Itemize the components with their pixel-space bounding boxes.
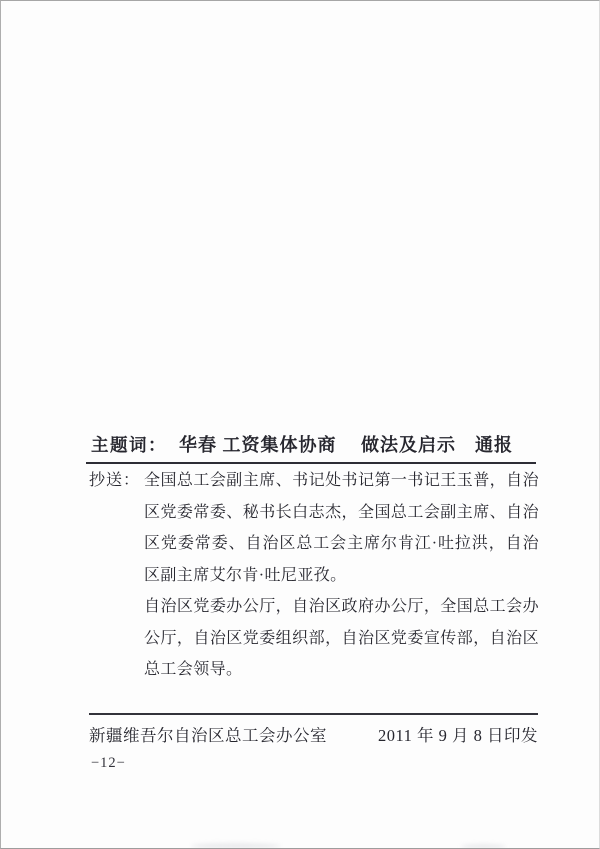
- copy-to-recipients-offices: 自治区党委办公厅，自治区政府办公厅，全国总工会办公厅，自治区党委组织部，自治区党委宣传部，自治区总工会领导。: [144, 598, 539, 678]
- divider-above-footer: [89, 713, 538, 715]
- copy-to-recipients-leaders: 全国总工会副主席、书记处书记第一书记王玉普，自治区党委常委、秘书长白志杰，全国总工会副主席、自治区党委常委、自治区总工会主席尔肯江·吐拉洪，自治区副主席艾尔肯·吐尼亚孜。: [144, 472, 539, 584]
- page-number: −12−: [91, 755, 126, 771]
- scan-smudge: [461, 844, 506, 849]
- copy-to-section: [89, 465, 539, 686]
- footer-row: [89, 722, 538, 746]
- subject-keywords-label: 主题词：: [91, 435, 167, 455]
- subject-keywords-terms: 华春 工资集体协商 做法及启示 通报: [179, 435, 513, 455]
- copy-to-label: 抄送：: [89, 472, 141, 489]
- scan-smudge: [191, 843, 281, 849]
- issuing-office: 新疆维吾尔自治区总工会办公室: [89, 726, 327, 745]
- print-date: 2011 年 9 月 8 日印发: [377, 726, 538, 745]
- copy-to-body: [144, 465, 539, 686]
- subject-keywords-row: [91, 431, 541, 459]
- divider-below-subject-line: [86, 462, 536, 464]
